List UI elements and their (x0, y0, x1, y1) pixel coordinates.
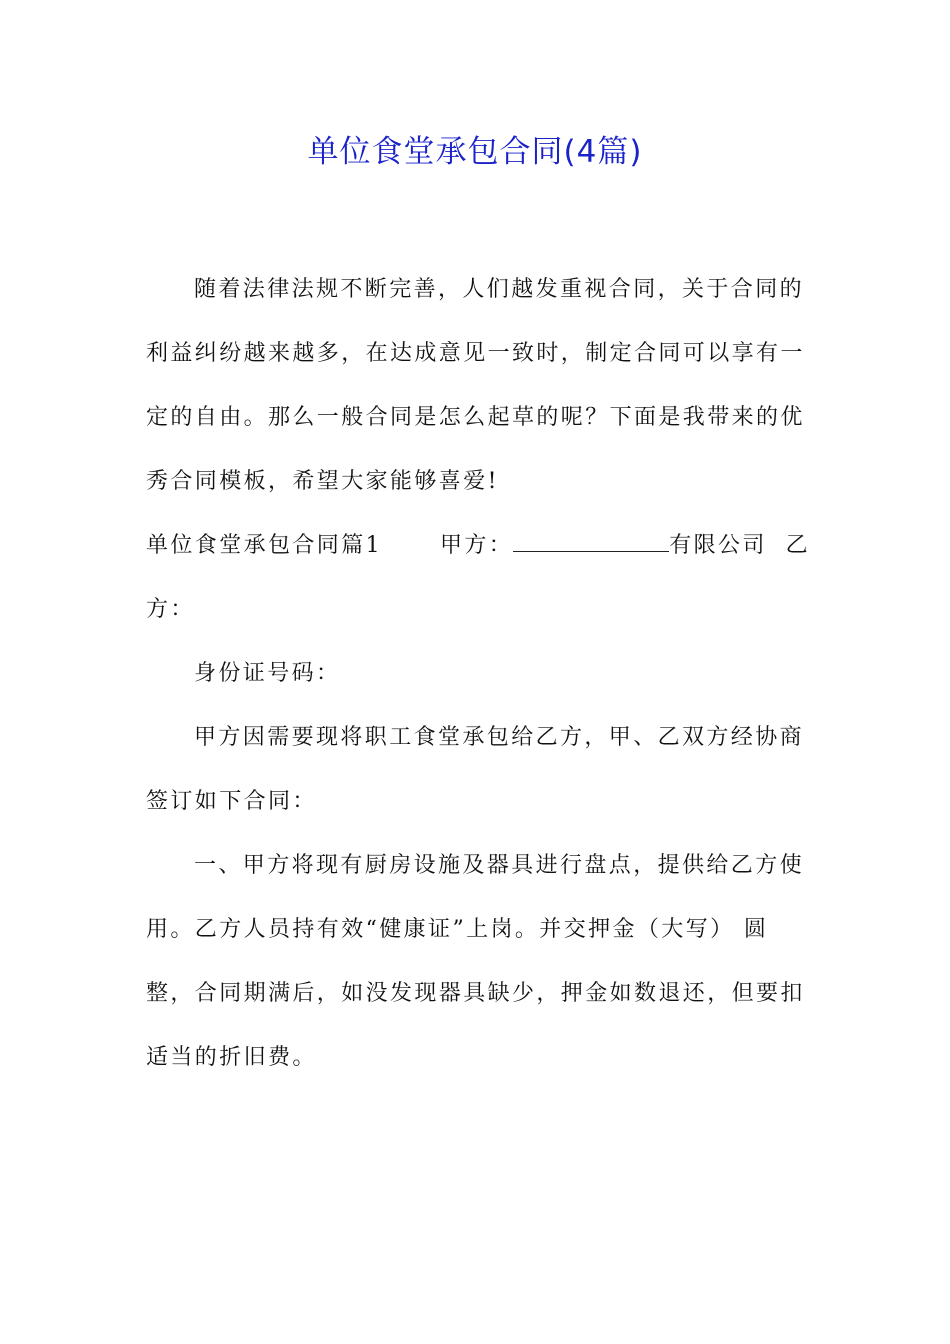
party-a-label: 甲方： (440, 533, 514, 558)
section-heading: 单位食堂承包合同篇1 (146, 533, 382, 558)
clause-1-paragraph: 一、甲方将现有厨房设施及器具进行盘点，提供给乙方使用。乙方人员持有效“健康证”上岗。并交押金（大写） 圆整，合同期满后，如没发现器具缺少，押金如数退还，但要扣适当的折旧费。 (146, 853, 805, 1070)
party-b-label: 乙方： (146, 533, 811, 622)
party-a-suffix: 有限公司 (669, 533, 767, 558)
document-body (146, 258, 810, 1090)
party-a-blank (513, 531, 669, 552)
id-number-line: 身份证号码： (194, 661, 341, 686)
clause-lead-paragraph: 甲方因需要现将职工食堂承包给乙方，甲、乙双方经协商签订如下合同： (146, 725, 805, 814)
document-title: 单位食堂承包合同(4篇) (307, 134, 643, 170)
contract-parties-line (146, 514, 810, 642)
intro-paragraph: 随着法律法规不断完善，人们越发重视合同，关于合同的利益纠纷越来越多，在达成意见一致时，制定合同可以享有一定的自由。那么一般合同是怎么起草的呢？下面是我带来的优秀合同模板，希望大家能够喜爱! (146, 277, 805, 494)
